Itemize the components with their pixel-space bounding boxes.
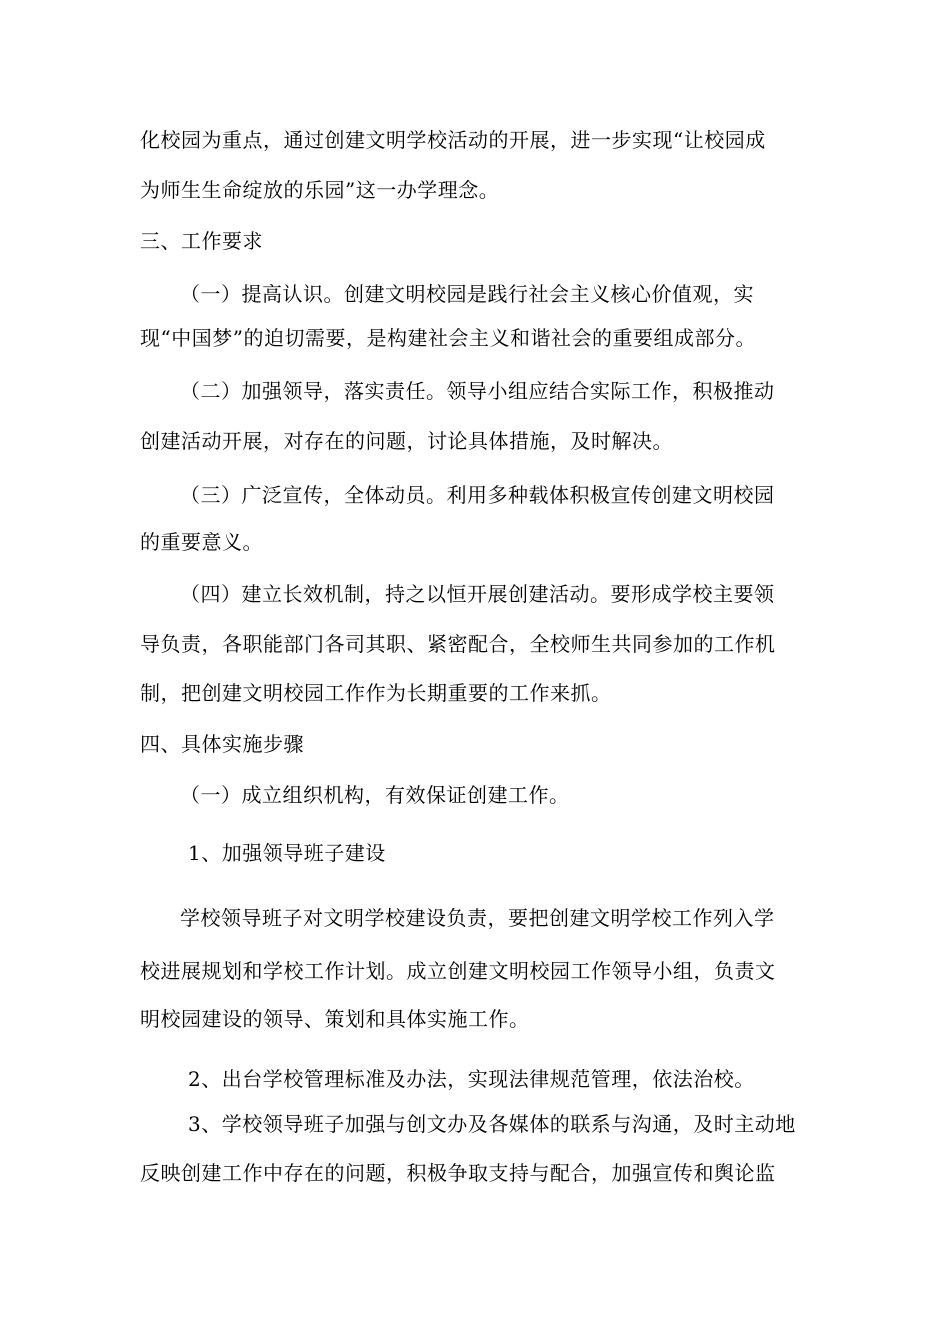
paragraph-line: （一）提高认识。创建文明校园是践行社会主义核心价值观，实 — [180, 282, 754, 306]
paragraph-line: 明校园建设的领导、策划和具体实施工作。 — [140, 1007, 530, 1031]
subheading-line: 1、加强领导班子建设 — [188, 841, 386, 865]
section-heading: 三、工作要求 — [140, 229, 263, 253]
section-heading: 四、具体实施步骤 — [140, 732, 304, 756]
paragraph-line: 为师生生命绽放的乐园”这一办学理念。 — [140, 178, 500, 202]
paragraph-line: 制，把创建文明校园工作作为长期重要的工作来抓。 — [140, 681, 612, 705]
paragraph-line: 反映创建工作中存在的问题，积极争取支持与配合，加强宣传和舆论监 — [140, 1161, 776, 1185]
paragraph-line: （四）建立长效机制，持之以恒开展创建活动。要形成学校主要领 — [180, 582, 775, 606]
paragraph-line: 2、出台学校管理标准及办法，实现法律规范管理，依法治校。 — [188, 1067, 755, 1091]
paragraph-line: 学校领导班子对文明学校建设负责，要把创建文明学校工作列入学 — [180, 906, 775, 930]
paragraph-line: （一）成立组织机构，有效保证创建工作。 — [180, 783, 570, 807]
paragraph-line: 化校园为重点，通过创建文明学校活动的开展，进一步实现“让校园成 — [140, 128, 766, 152]
paragraph-line: 导负责，各职能部门各司其职、紧密配合，全校师生共同参加的工作机 — [140, 632, 776, 656]
paragraph-line: （二）加强领导，落实责任。领导小组应结合实际工作，积极推动 — [180, 379, 775, 403]
paragraph-line: 3、学校领导班子加强与创文办及各媒体的联系与沟通，及时主动地 — [188, 1112, 796, 1136]
paragraph-line: 的重要意义。 — [140, 530, 263, 554]
paragraph-line: （三）广泛宣传，全体动员。利用多种载体积极宣传创建文明校园 — [180, 483, 775, 507]
paragraph-line: 创建活动开展，对存在的问题，讨论具体措施，及时解决。 — [140, 429, 673, 453]
paragraph-line: 校进展规划和学校工作计划。成立创建文明校园工作领导小组，负责文 — [140, 959, 776, 983]
paragraph-line: 现“中国梦”的迫切需要，是构建社会主义和谐社会的重要组成部分。 — [140, 326, 756, 350]
